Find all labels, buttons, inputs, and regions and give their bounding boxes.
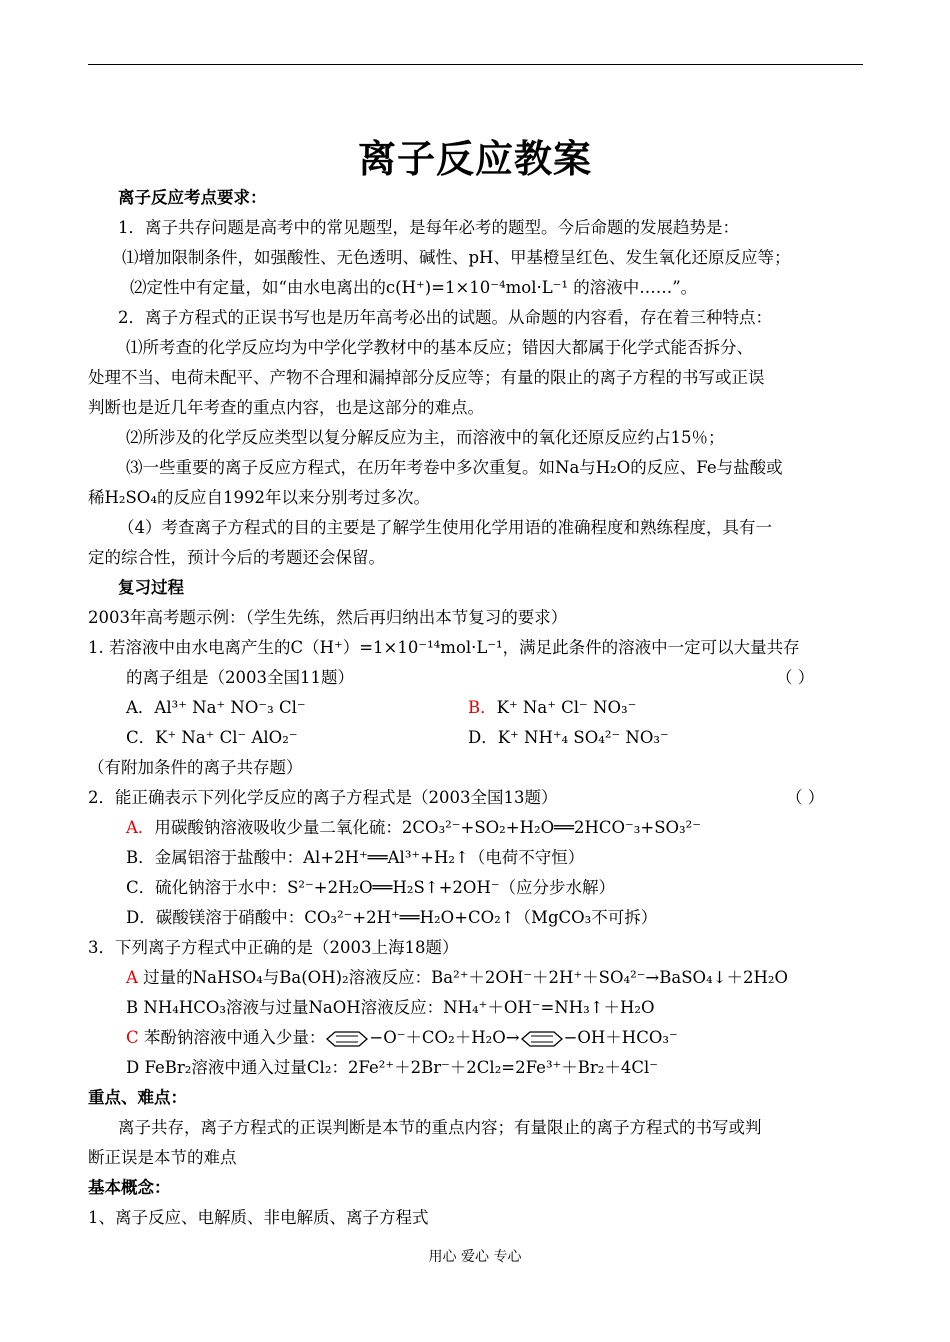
review-intro: 2003年高考题示例：（学生先练，然后再归纳出本节复习的要求）: [88, 608, 568, 627]
paragraph-req-1: 1．离子共存问题是高考中的常见题型，是每年必考的题型。今后命题的发展趋势是：: [118, 218, 739, 237]
question-2-stem: 2．能正确表示下列化学反应的离子方程式是（2003全国13题）: [88, 788, 558, 807]
paragraph-req-2c-line2: 稀H₂SO₄的反应自1992年以来分别考过多次。: [88, 488, 430, 507]
question-1-note: （有附加条件的离子共存题）: [88, 758, 303, 777]
question-2-answer-blank: （ ）: [786, 788, 825, 807]
option-text: Al³⁺ Na⁺ NO⁻₃ Cl⁻: [154, 698, 306, 717]
option-letter: D．: [468, 728, 498, 747]
option-text: 硫化钠溶于水中：S²⁻+2H₂O══H₂S↑+2OH⁻（应分步水解）: [155, 878, 616, 897]
question-1-option-d: [468, 728, 669, 748]
question-1-option-b: [468, 698, 636, 718]
question-3-option-c: [126, 1028, 678, 1048]
page-footer: 用心 爱心 专心: [428, 1249, 522, 1265]
question-2-option-d: [126, 908, 657, 928]
option-letter: D．: [126, 908, 156, 927]
option-text: 过量的NaHSO₄与Ba(OH)₂溶液反应：Ba²⁺＋2OH⁻＋2H⁺＋SO₄²⁻→BaSO₄↓＋2H₂O: [143, 968, 789, 987]
question-1-stem-line2: 的离子组是（2003全国11题）: [126, 668, 354, 687]
option-letter-answer: B．: [468, 698, 497, 717]
question-3-option-b: [126, 998, 655, 1018]
question-2-option-b: [126, 848, 584, 868]
benzene-ring-icon: [325, 1031, 369, 1047]
option-letter-answer: A．: [126, 818, 155, 837]
option-letter: C．: [126, 878, 156, 897]
question-1-option-a: [126, 698, 306, 718]
paragraph-req-1a: ⑴增加限制条件，如强酸性、无色透明、碱性、pH、甲基橙呈红色、发生氧化还原反应等；: [122, 248, 791, 267]
paragraph-req-2: 2．离子方程式的正误书写也是历年高考必出的试题。从命题的内容看，存在着三种特点：: [118, 308, 772, 327]
section-heading-review: 复习过程: [118, 578, 184, 597]
option-text-post: −OH＋HCO₃⁻: [563, 1028, 678, 1047]
question-1-stem-line1: 1. 若溶液中由水电离产生的C（H⁺）=1×10⁻¹⁴mol·L⁻¹，满足此条件的溶液中一定可以大量共存: [88, 638, 800, 657]
option-text: NH₄HCO₃溶液与过量NaOH溶液反应：NH₄⁺＋OH⁻=NH₃↑＋H₂O: [143, 998, 655, 1017]
option-text: 金属铝溶于盐酸中：Al+2H⁺══Al³⁺+H₂↑（电荷不守恒）: [154, 848, 585, 867]
question-2-option-a: [126, 818, 701, 838]
option-text: 用碳酸钠溶液吸收少量二氧化硫：2CO₃²⁻+SO₂+H₂O══2HCO⁻₃+SO₃²⁻: [154, 818, 701, 837]
option-letter: A．: [126, 698, 155, 717]
question-3-option-d: [126, 1058, 658, 1078]
option-text-pre: 苯酚钠溶液中通入少量：: [143, 1028, 326, 1047]
option-text-mid: −O⁻＋CO₂＋H₂O→: [369, 1028, 520, 1047]
paragraph-req-2a-line3: 判断也是近几年考查的重点内容，也是这部分的难点。: [88, 398, 484, 417]
paragraph-req-1b: ⑵定性中有定量，如“由水电离出的c(H⁺)=1×10⁻⁴mol·L⁻¹ 的溶液中……”。: [130, 278, 698, 297]
question-1-option-c: [126, 728, 298, 748]
page-title: 离子反应教案: [357, 137, 592, 181]
option-letter: B．: [126, 848, 155, 867]
option-letter: D: [126, 1058, 140, 1077]
option-letter-answer: C: [126, 1028, 139, 1047]
paragraph-req-2d-line2: 定的综合性，预计今后的考题还会保留。: [88, 548, 385, 567]
section-heading-concepts: 基本概念：: [88, 1178, 171, 1197]
option-letter: C．: [126, 728, 156, 747]
option-letter: B: [126, 998, 139, 1017]
option-text: K⁺ Na⁺ Cl⁻ NO₃⁻: [496, 698, 637, 717]
option-letter-answer: A: [126, 968, 138, 987]
benzene-ring-icon: [520, 1031, 564, 1047]
paragraph-req-2a-line1: ⑴所考查的化学反应均为中学化学教材中的基本反应；错因大都属于化学式能否拆分、: [126, 338, 753, 357]
option-text: FeBr₂溶液中通入过量Cl₂：2Fe²⁺＋2Br⁻＋2Cl₂=2Fe³⁺＋Br₂＋4Cl⁻: [144, 1058, 658, 1077]
option-text: K⁺ NH⁺₄ SO₄²⁻ NO₃⁻: [497, 728, 669, 747]
section-heading-requirements: 离子反应考点要求：: [118, 188, 267, 207]
header-rule: [88, 64, 863, 65]
paragraph-req-2b: ⑵所涉及的化学反应类型以复分解反应为主，而溶液中的氧化还原反应约占15％；: [126, 428, 725, 447]
paragraph-req-2a-line2: 处理不当、电荷未配平、产物不合理和漏掉部分反应等；有量的限止的离子方程的书写或正误: [88, 368, 765, 387]
option-text: 碳酸镁溶于硝酸中：CO₃²⁻+2H⁺══H₂O+CO₂↑（MgCO₃不可拆）: [155, 908, 658, 927]
question-1-answer-blank: （ ）: [776, 668, 815, 687]
question-3-stem: 3．下列离子方程式中正确的是（2003上海18题）: [88, 938, 459, 957]
paragraph-req-2d-line1: （4）考查离子方程式的目的主要是了解学生使用化学用语的准确程度和熟练程度，具有一: [118, 518, 772, 537]
option-text: K⁺ Na⁺ Cl⁻ AlO₂⁻: [155, 728, 298, 747]
paragraph-req-2c-line1: ⑶一些重要的离子反应方程式，在历年考卷中多次重复。如Na与H₂O的反应、Fe与盐酸或: [126, 458, 783, 477]
concepts-item-1: 1、离子反应、电解质、非电解质、离子方程式: [88, 1208, 429, 1227]
question-2-option-c: [126, 878, 615, 898]
section-heading-keypoints: 重点、难点：: [88, 1088, 187, 1107]
question-3-option-a: [126, 968, 788, 988]
keypoints-line2: 断正误是本节的难点: [88, 1148, 237, 1167]
keypoints-line1: 离子共存，离子方程式的正误判断是本节的重点内容；有量限止的离子方程式的书写或判: [118, 1118, 762, 1137]
